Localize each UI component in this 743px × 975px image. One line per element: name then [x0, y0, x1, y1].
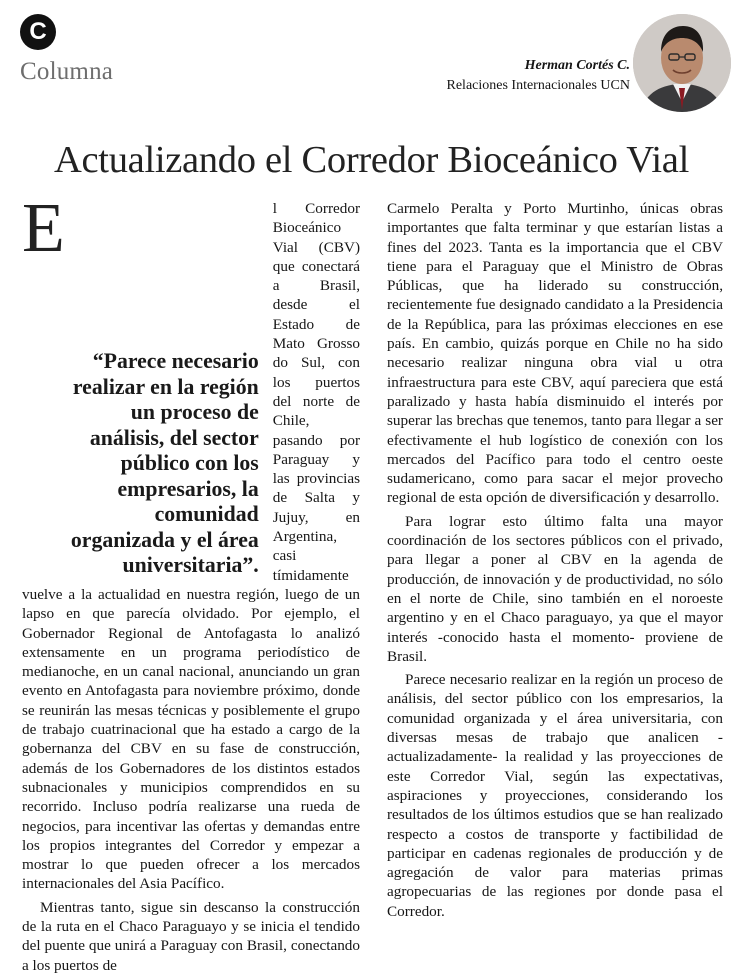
author-role: Relaciones Internacionales UCN [446, 78, 630, 93]
article-paragraph: Para lograr esto último falta una mayor coordinación de los sectores públicos con el privado, para llegar a poner al CBV en la agenda de producción, de innovación y de productividad, no sólo en el norte de Chile, sino también en el noroeste argentino y en el Chaco paraguayo, ya que el mayor interés -conocido hasta el momento- proviene de Brasil. [387, 512, 723, 665]
author-portrait-illustration [633, 14, 731, 112]
drop-cap: E [22, 190, 65, 267]
article-paragraph: Carmelo Peralta y Porto Murtinho, únicas obras importantes que falta terminar y que estarían listas a fines del 2023. Tanta es la importancia que el CBV tiene para el Paraguay que el Ministro de Obras Públicas, que ha liderado su construcción, recientemente fue designado candidato a la Presidencia de la República, para las próximas elecciones en ese país. En cambio, quizás porque en Chile no ha sido necesario realizar ninguna obra vial u otra infraestructura para este CBV, aquí pareciera que está paralizado y hasta había disminuido el interés por superar las brechas que tenemos, tanto para llegar a ser efectivamente el hub logístico de conexión con los mercados del Pacífico para todo el centro oeste sudamericano, como para sacar el mejor provecho regional de esta opción de diversificación y desarrollo. [387, 200, 723, 507]
pull-quote-box [71, 349, 259, 579]
article-column-right [387, 199, 723, 921]
article-paragraph: Mientras tanto, sigue sin descanso la construcción de la ruta en el Chaco Paraguayo y se inicia el tendido del puente que unirá a Paraguay con Brasil, conectando a los puertos de [22, 898, 360, 974]
article-column-left [22, 190, 360, 975]
author-byline [447, 56, 631, 96]
article-paragraph [22, 190, 360, 894]
author-name: Herman Cortés C. [524, 58, 630, 73]
article-paragraph: Parece necesario realizar en la región un proceso de análisis, del sector público con los empresarios, la comunidad organizada y el área universitaria, con diversas mesas de trabajo que analicen -actualizadamente- la realidad y las proyecciones de este Corredor Vial, según las expectativas, aspiraciones y proyecciones, considerando los resultados de los últimos estudios que se han realizado respecto a costos de transporte y factibilidad de participar en cadenas regionales de producción y de agregación de valor para materias primas agropecuarias de las regiones por donde pasa el Corredor. [387, 671, 723, 920]
section-label: Columna [20, 58, 114, 85]
author-photo [633, 14, 731, 112]
publication-logo: C [20, 14, 56, 50]
article-title: Actualizando el Corredor Bioceánico Vial [54, 139, 689, 181]
pull-quote: “Parece necesario realizar en la región un proceso de análisis, del sector público con los empresarios, la comunidad organizada y el área universitaria”. [70, 349, 259, 577]
paragraph-text: l Corredor Bioceánico Vial (CBV) que conectará a Brasil, desde el Estado de Mato Grosso do Sul, con los puertos del norte de Chile, pasando por Paraguay y las provincias de Salta y Jujuy, en Argentina, casi tímidamente vuelve a la actualidad en nuestra región, luego de un lapso en que parecía olvidado. Por ejemplo, el Gobernador Regional de Antofagasta lo analizó extensamente en un programa periodístico de medianoche, en un canal nacional, anunciando un gran evento en Antofagasta para noviembre próximo, donde se reunirán las mesas técnicas y posiblemente el grupo de trabajo cuatrinacional que ha estado a cargo de la gobernanza del CBV en su fase de construcción, además de los Gobernadores de los distintos estados subnacionales y municipios comprendidos en su recorrido. Incluso podría realizarse una rueda de negocios, para incentivar las ofertas y demandas entre los propios integrantes del Corredor y empezar a mostrar lo que pueden ofrecer a los mercados internacionales del Asia Pacífico. [22, 200, 360, 893]
